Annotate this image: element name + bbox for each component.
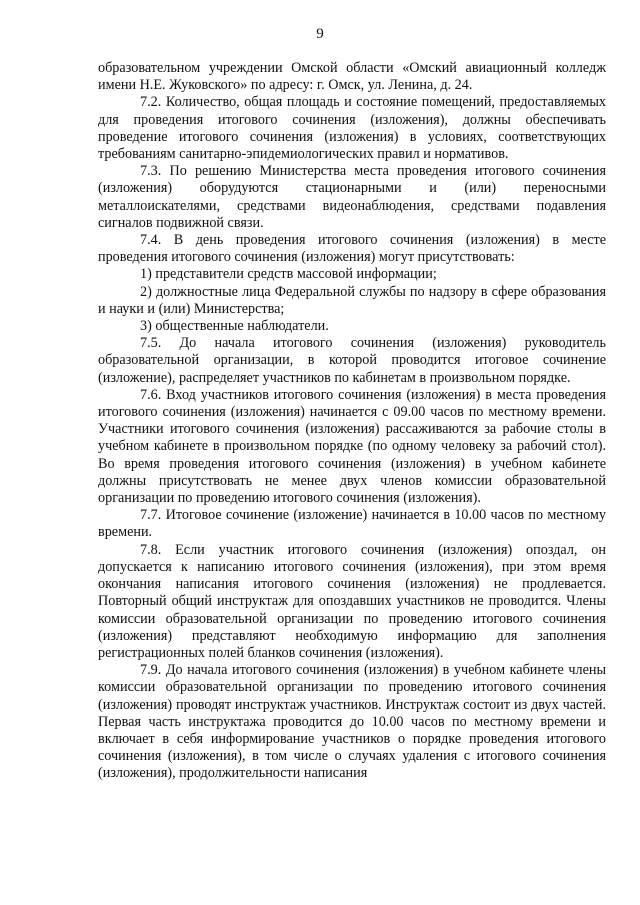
paragraph-7-2: 7.2. Количество, общая площадь и состояние помещений, предоставляемых для проведения итогового сочинения (изложения), должны обеспечивать проведение итогового сочинения (изложения) в условиях, соответствующих требованиям санитарно-эпидемиологических правил и нормативов. (98, 94, 606, 163)
list-item-3: 3) общественные наблюдатели. (140, 318, 329, 335)
list-item-1: 1) представители средств массовой информации; (140, 266, 437, 283)
list-item-2: 2) должностные лица Федеральной службы по надзору в сфере образования и науки и (или) Министерства; (98, 283, 606, 317)
paragraph-7-5: 7.5. До начала итогового сочинения (изложения) руководитель образовательной организации, в которой проводится итоговое сочинение (изложение), распределяет участников по кабинетам в произвольном порядке. (98, 335, 606, 386)
paragraph-7-9: 7.9. До начала итогового сочинения (изложения) в учебном кабинете члены комиссии образовательной организации по проведению итогового сочинения (изложения) проводят инструктаж участников. Инструктаж состоит из двух частей. Первая часть инструктажа проводится до 10.00 часов по местному времени и включает в себя информирование участников о порядке проведения итогового сочинения (изложения), в том числе о случаях удаления с итогового сочинения (изложения), продолжительности написания (98, 662, 606, 782)
paragraph-7-6: 7.6. Вход участников итогового сочинения (изложения) в места проведения итогового сочинения (изложения) начинается с 09.00 часов по местному времени. Участники итогового сочинения (изложения) рассаживаются за рабочие столы в учебном кабинете в произвольном порядке (по одному человеку за рабочий стол). Во время проведения итогового сочинения (изложения) в учебном кабинете должны присутствовать не менее двух членов комиссии образовательной организации по проведению итогового сочинения (изложения). (98, 386, 606, 507)
document-body (98, 60, 606, 783)
page-number: 9 (316, 26, 324, 42)
paragraph-7-4: 7.4. В день проведения итогового сочинения (изложения) в месте проведения итогового сочинения (изложения) могут присутствовать: (98, 232, 606, 266)
paragraph-7-3: 7.3. По решению Министерства места проведения итогового сочинения (изложения) оборудуются стационарными и (или) переносными металлоискателями, средствами видеонаблюдения, средствами подавления сигналов подвижной связи. (98, 163, 606, 231)
paragraph-7-8: 7.8. Если участник итогового сочинения (изложения) опоздал, он допускается к написанию итогового сочинения (изложения), при этом время окончания написания итогового сочинения (изложения) не продлевается. Повторный общий инструктаж для опоздавших участников не проводится. Члены комиссии образовательной организации по проведению итогового сочинения (изложения) представляют необходимую информацию для заполнения регистрационных полей бланков сочинения (изложения). (98, 541, 606, 661)
paragraph-continuation: образовательном учреждении Омской области «Омский авиационный колледж имени Н.Е. Жуковского» по адресу: г. Омск, ул. Ленина, д. 24. (98, 60, 606, 94)
paragraph-7-7: 7.7. Итоговое сочинение (изложение) начинается в 10.00 часов по местному времени. (98, 507, 606, 541)
